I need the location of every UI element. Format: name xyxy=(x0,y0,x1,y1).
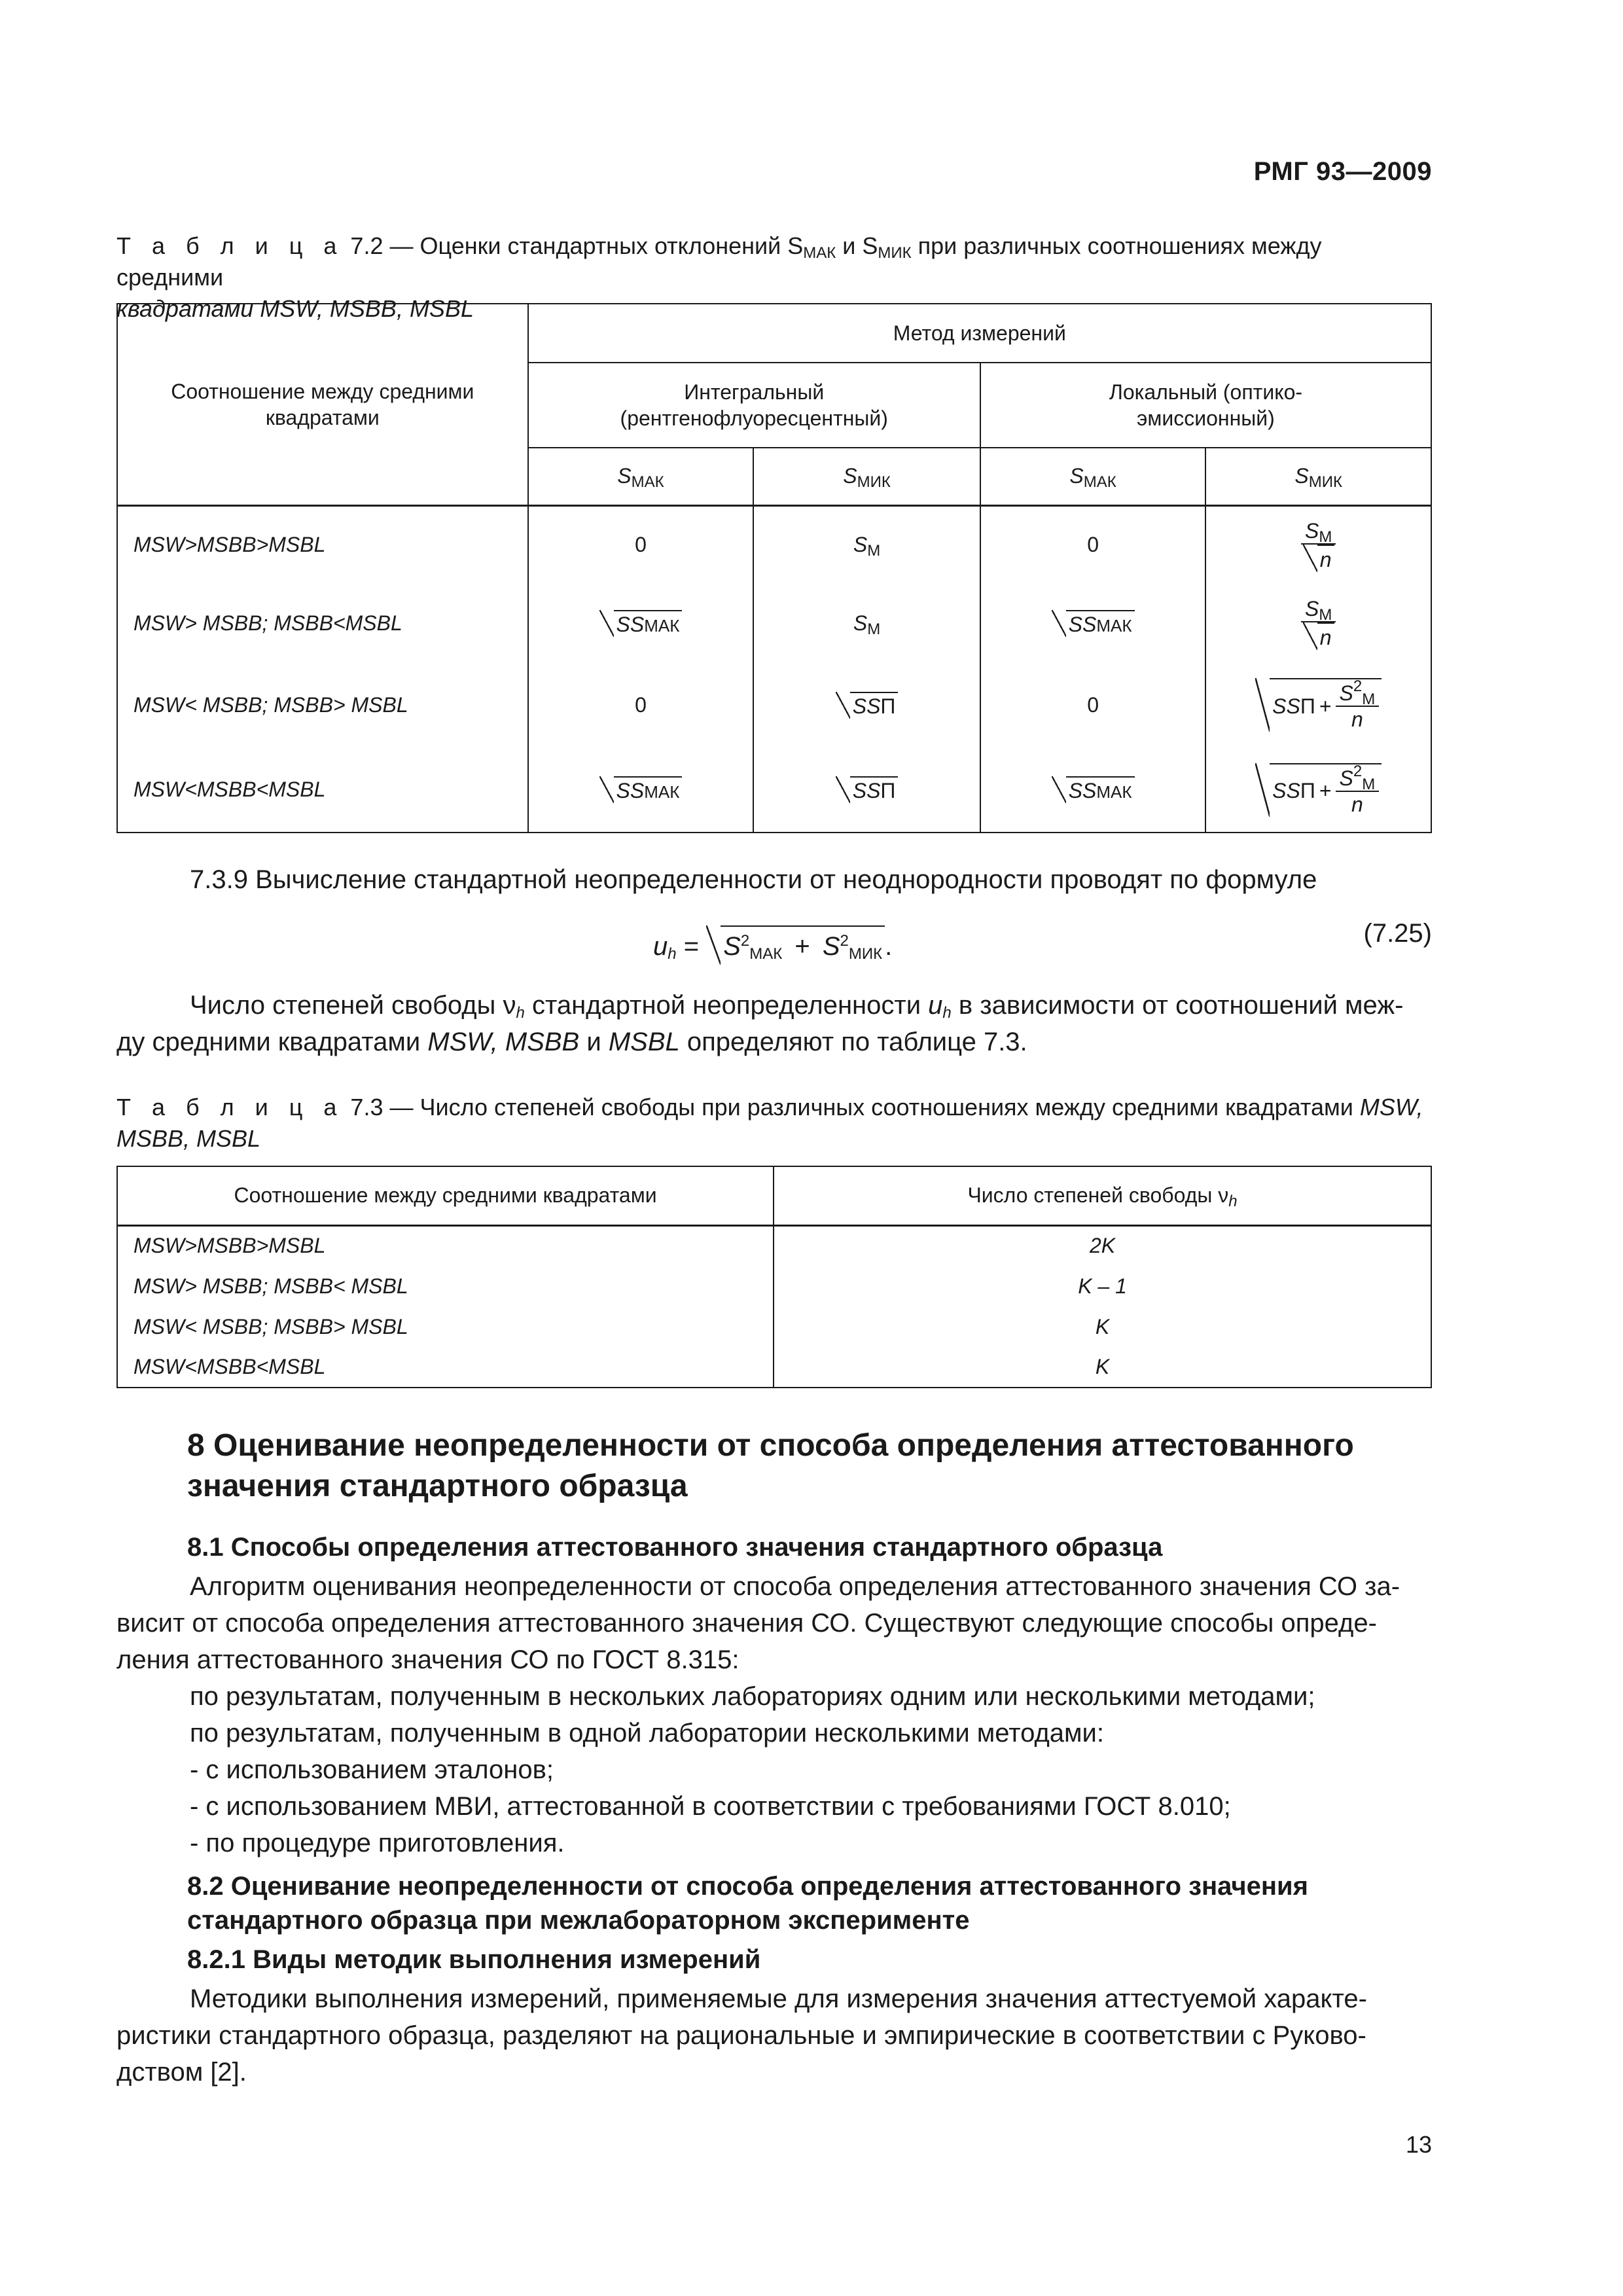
header-ratio: Соотношение между средними квадратами xyxy=(117,304,528,505)
fraction: $\frac{S_M}{n}$ xyxy=(1299,518,1338,572)
header-s-mak: $S_{МАК}$ xyxy=(980,448,1205,505)
table-row: MSW<MSBB<MSBL SSМАК SSП SSМАК SS П + $\frac{S^2_M}{n}$ xyxy=(117,747,1431,833)
list-item: - по процедуре приготовления. xyxy=(190,1829,565,1857)
table-row: MSW< MSBB; MSBB> MSBL 0 SSП 0 SS П + $\frac{S^2_M}{n}$ xyxy=(117,662,1431,747)
table-row: MSW< MSBB; MSBB> MSBL K xyxy=(117,1306,1431,1347)
table-row: MSW>MSBB>MSBL 0 $S_M$ 0 $\frac{S_M}{n}$ xyxy=(117,505,1431,584)
header-s-mak: $S_{МАК}$ xyxy=(528,448,754,505)
paragraph-8-2-1-line3: дством [2]. xyxy=(116,2058,247,2087)
header-s-mik: $S_{МИК}$ xyxy=(753,448,980,505)
equation-number: (7.25) xyxy=(1363,919,1432,948)
table-7-3-caption: Т а б л и ц а 7.3 — Число степеней свободы при различных соотношениях между средними квадратами MSW, MSBB, MSBL xyxy=(116,1094,1423,1152)
table-row: MSW> MSBB; MSBB<MSBL SSМАК $S_M$ SSМАК $\frac{S_M}{n}$ xyxy=(117,584,1431,662)
header-local: Локальный (оптико-эмиссионный) xyxy=(980,363,1431,448)
section-8-2-heading: 8.2 Оценивание неопределенности от способа определения аттестованного значения стандартного образца при межлабораторном эксперименте xyxy=(187,1872,1308,1935)
paragraph-dof-line2: ду средними квадратами MSW, MSBB и MSBL определяют по таблице 7.3. xyxy=(116,1028,1027,1056)
list-item: - с использованием МВИ, аттестованной в соответствии с требованиями ГОСТ 8.010; xyxy=(190,1792,1231,1821)
paragraph-8-2-1-line2: ристики стандартного образца, разделяют на рациональные и эмпирические в соответствии с Руково- xyxy=(116,2021,1366,2050)
table-row: MSW> MSBB; MSBB< MSBL K – 1 xyxy=(117,1266,1431,1306)
paragraph-dof: Число степеней свободы $\nu_h$ стандартной неопределенности $u_h$ в зависимости от соотношений меж- xyxy=(190,991,1404,1022)
section-8-2-1-heading: 8.2.1 Виды методик выполнения измерений xyxy=(187,1945,761,1974)
paragraph-8-2-1-line1: Методики выполнения измерений, применяемые для измерения значения аттестуемой характе- xyxy=(190,1984,1367,2013)
formula-7-25: $u_h = S^2_{МАК} + S^2_{МИК}$ . xyxy=(653,925,892,965)
table-row: MSW>MSBB>MSBL 2K xyxy=(117,1225,1431,1266)
running-head: РМГ 93—2009 xyxy=(1253,157,1432,186)
header-integral: Интегральный (рентгенофлуоресцентный) xyxy=(528,363,980,448)
document-page xyxy=(116,0,1432,2296)
list-item: - с использованием эталонов; xyxy=(190,1755,554,1784)
header-dof: Число степеней свободы $\nu_h$ xyxy=(774,1166,1431,1225)
page-number: 13 xyxy=(1405,2131,1432,2158)
fraction: $\frac{S_M}{n}$ xyxy=(1299,596,1338,650)
header-s-mik: $S_{МИК}$ xyxy=(1205,448,1431,505)
section-8-heading: 8 Оценивание неопределенности от способа определения аттестованного значения стандартного образца xyxy=(187,1428,1354,1503)
table-7-2-caption: Т а б л и ц а 7.2 — Оценки стандартных отклонений $S_{МАК}$ и $S_{МИК}$ при различных соотношениях между средними квадратами MSW, MSBB, MSBL xyxy=(116,232,1322,322)
section-8-1-heading: 8.1 Способы определения аттестованного значения стандартного образца xyxy=(187,1533,1163,1562)
header-method: Метод измерений xyxy=(528,304,1431,363)
list-item: по результатам, полученным в нескольких лабораториях одним или несколькими методами; xyxy=(190,1682,1315,1711)
table-row: MSW<MSBB<MSBL K xyxy=(117,1347,1431,1388)
paragraph-7-3-9: 7.3.9 Вычисление стандартной неопределенности от неоднородности проводят по формуле xyxy=(190,865,1317,894)
paragraph-8-1-line1: Алгоритм оценивания неопределенности от способа определения аттестованного значения СО за- xyxy=(190,1572,1400,1601)
table-7-3 xyxy=(116,1166,1432,1388)
list-item: по результатам, полученным в одной лаборатории несколькими методами: xyxy=(190,1719,1104,1748)
table-7-2 xyxy=(116,303,1432,833)
paragraph-8-1-line2: висит от способа определения аттестованного значения СО. Существуют следующие способы опреде- xyxy=(116,1609,1377,1638)
paragraph-8-1-line3: ления аттестованного значения СО по ГОСТ 8.315: xyxy=(116,1645,740,1674)
header-ratio: Соотношение между средними квадратами xyxy=(117,1166,774,1225)
